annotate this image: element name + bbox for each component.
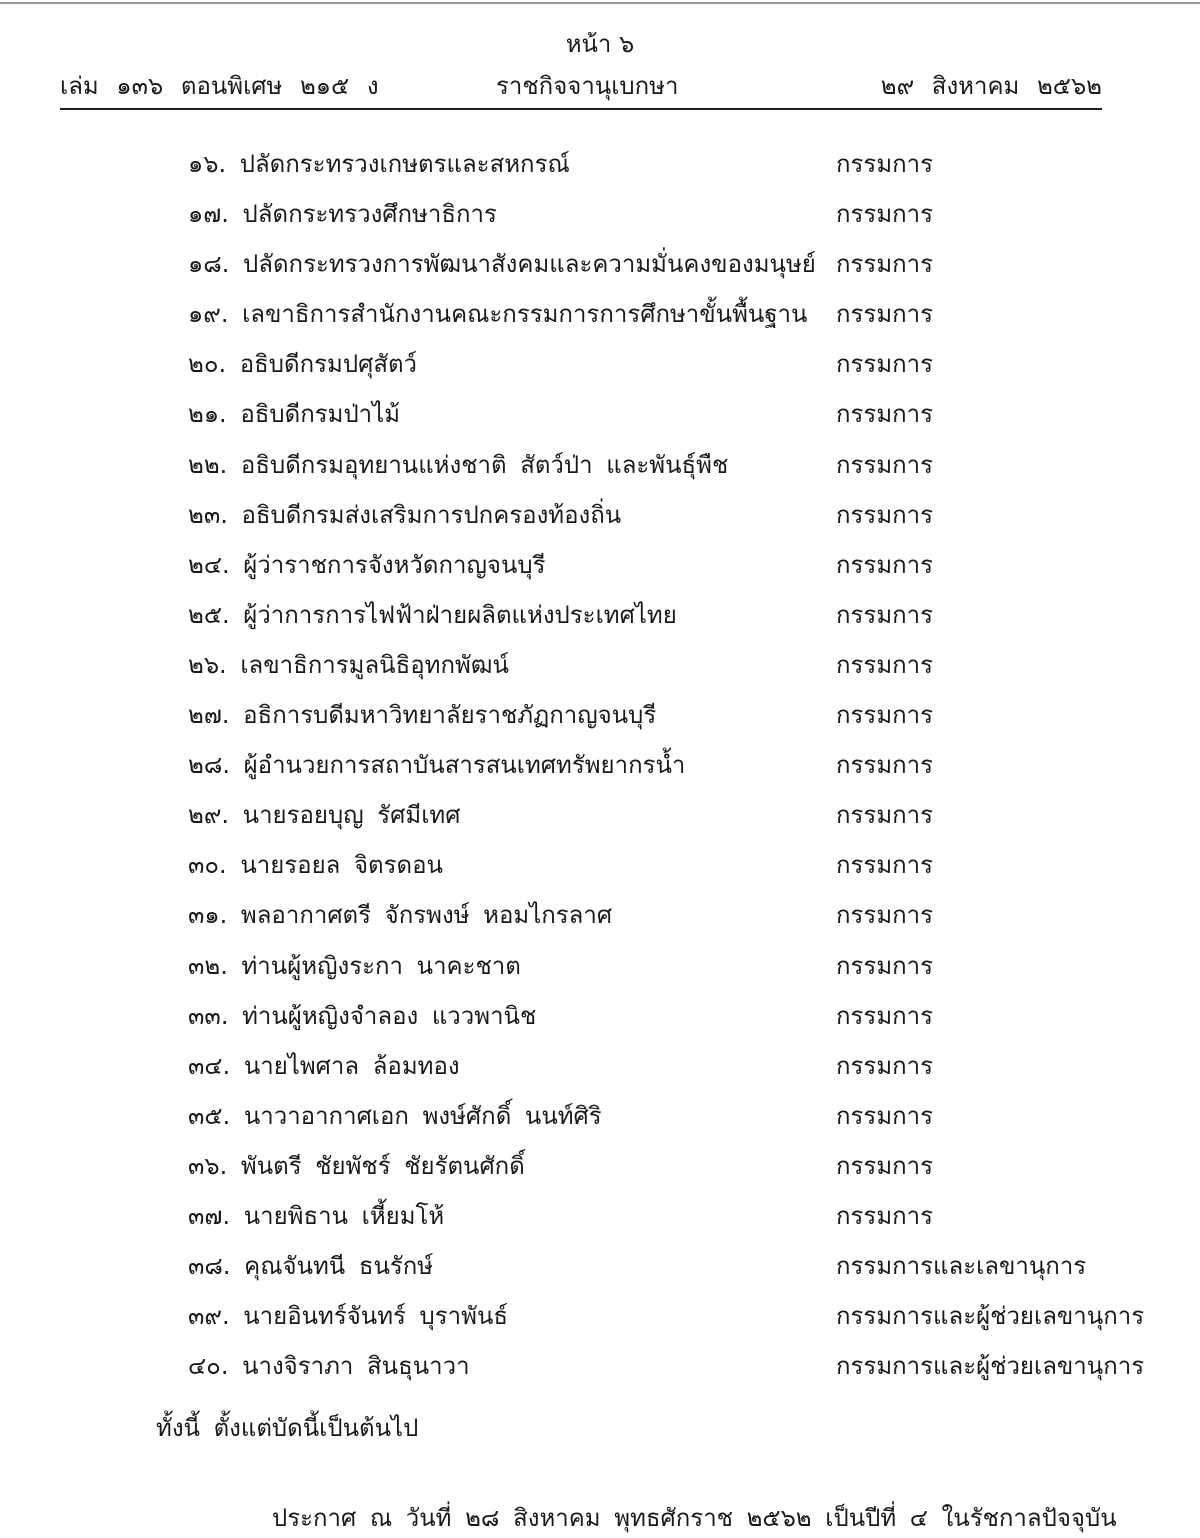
- member-name: ๒๙. นายรอยบุญ รัศมีเทศ: [188, 801, 461, 830]
- member-name: ๓๒. ท่านผู้หญิงระกา นาคะชาต: [188, 951, 521, 980]
- member-role: กรรมการ: [836, 450, 934, 479]
- member-name: ๓๔. นายไพศาล ล้อมทอง: [188, 1051, 460, 1080]
- member-name: ๒๖. เลขาธิการมูลนิธิอุทกพัฒน์: [188, 650, 509, 679]
- list-item: [0, 493, 1200, 543]
- list-item: [0, 1094, 1200, 1144]
- member-name: ๑๗. ปลัดกระทรวงศึกษาธิการ: [188, 200, 497, 229]
- member-role: กรรมการและผู้ช่วยเลขานุการ: [836, 1302, 1145, 1331]
- member-name: ๓๓. ท่านผู้หญิงจำลอง แววพานิช: [188, 1001, 537, 1030]
- member-role: กรรมการ: [836, 550, 934, 579]
- member-role: กรรมการ: [836, 300, 934, 329]
- member-role: กรรมการ: [836, 250, 934, 279]
- member-name: ๓๖. พันตรี ชัยพัชร์ ชัยรัตนศักดิ์: [188, 1151, 525, 1180]
- header-divider: [60, 108, 1102, 110]
- top-border: [0, 2, 1200, 4]
- list-item: [0, 994, 1200, 1044]
- member-name: ๓๑. พลอากาศตรี จักรพงษ์ หอมไกรลาศ: [188, 901, 613, 930]
- list-item: [0, 693, 1200, 743]
- list-item: [0, 342, 1200, 392]
- list-item: [0, 643, 1200, 693]
- volume-issue: เล่ม ๑๓๖ ตอนพิเศษ ๒๑๕ ง: [60, 72, 379, 100]
- committee-member-list: [0, 142, 1200, 1394]
- effective-clause: ทั้งนี้ ตั้งแต่บัดนี้เป็นต้นไป: [156, 1414, 419, 1442]
- member-role: กรรมการ: [836, 200, 934, 229]
- member-name: ๒๕. ผู้ว่าการการไฟฟ้าฝ่ายผลิตแห่งประเทศไทย: [188, 600, 677, 629]
- member-role: กรรมการ: [836, 150, 934, 178]
- member-name: ๒๒. อธิบดีกรมอุทยานแห่งชาติ สัตว์ป่า และพันธุ์พืช: [188, 450, 729, 479]
- member-name: ๔๐. นางจิราภา สินธุนาวา: [188, 1352, 470, 1381]
- member-role: กรรมการ: [836, 500, 934, 529]
- list-item: [0, 292, 1200, 342]
- list-item: [0, 543, 1200, 593]
- member-role: กรรมการ: [836, 1051, 934, 1080]
- member-role: กรรมการ: [836, 1201, 934, 1230]
- list-item: [0, 142, 1200, 192]
- list-item: [0, 1144, 1200, 1194]
- list-item: [0, 1244, 1200, 1294]
- list-item: [0, 1344, 1200, 1394]
- member-role: กรรมการ: [836, 901, 934, 930]
- member-name: ๒๗. อธิการบดีมหาวิทยาลัยราชภัฏกาญจนบุรี: [188, 701, 657, 730]
- page-number: หน้า ๖: [565, 30, 635, 58]
- member-role: กรรมการ: [836, 751, 934, 780]
- member-role: กรรมการ: [836, 1001, 934, 1030]
- member-role: กรรมการและเลขานุการ: [836, 1252, 1087, 1281]
- member-name: ๒๐. อธิบดีกรมปศุสัตว์: [188, 350, 418, 379]
- member-name: ๒๓. อธิบดีกรมส่งเสริมการปกครองท้องถิ่น: [188, 500, 622, 529]
- member-name: ๑๘. ปลัดกระทรวงการพัฒนาสังคมและความมั่นคงของมนุษย์: [188, 250, 816, 279]
- list-item: [0, 192, 1200, 242]
- member-role: กรรมการ: [836, 650, 934, 679]
- member-name: ๓๙. นายอินทร์จันทร์ บุราพันธ์: [188, 1302, 509, 1331]
- member-name: ๓๗. นายพิธาน เหี้ยมโห้: [188, 1201, 445, 1230]
- list-item: [0, 443, 1200, 493]
- member-role: กรรมการ: [836, 801, 934, 830]
- member-role: กรรมการ: [836, 600, 934, 629]
- member-role: กรรมการ: [836, 1101, 934, 1130]
- list-item: [0, 593, 1200, 643]
- member-role: กรรมการ: [836, 1151, 934, 1180]
- member-name: ๑๖. ปลัดกระทรวงเกษตรและสหกรณ์: [188, 150, 570, 178]
- list-item: [0, 1044, 1200, 1094]
- member-name: ๒๔. ผู้ว่าราชการจังหวัดกาญจนบุรี: [188, 550, 546, 579]
- list-item: [0, 743, 1200, 793]
- list-item: [0, 392, 1200, 442]
- member-role: กรรมการ: [836, 951, 934, 980]
- list-item: [0, 1194, 1200, 1244]
- member-role: กรรมการและผู้ช่วยเลขานุการ: [836, 1352, 1145, 1381]
- proclamation-date-line: ประกาศ ณ วันที่ ๒๘ สิงหาคม พุทธศักราช ๒๕๖๒ เป็นปีที่ ๔ ในรัชกาลปัจจุบัน: [272, 1504, 1117, 1532]
- member-role: กรรมการ: [836, 400, 934, 429]
- member-name: ๓๘. คุณจันทนี ธนรักษ์: [188, 1252, 434, 1281]
- member-name: ๓๕. นาวาอากาศเอก พงษ์ศักดิ์ นนท์ศิริ: [188, 1101, 602, 1130]
- member-name: ๑๙. เลขาธิการสำนักงานคณะกรรมการการศึกษาขั้นพื้นฐาน: [188, 300, 808, 329]
- publication-date: ๒๙ สิงหาคม ๒๕๖๒: [880, 72, 1102, 100]
- list-item: [0, 242, 1200, 292]
- publication-title: ราชกิจจานุเบกษา: [496, 72, 679, 100]
- member-name: ๒๑. อธิบดีกรมป่าไม้: [188, 400, 401, 429]
- gazette-header: [60, 69, 1102, 103]
- member-name: ๓๐. นายรอยล จิตรดอน: [188, 851, 443, 880]
- list-item: [0, 793, 1200, 843]
- list-item: [0, 893, 1200, 943]
- list-item: [0, 944, 1200, 994]
- member-role: กรรมการ: [836, 851, 934, 880]
- list-item: [0, 843, 1200, 893]
- list-item: [0, 1294, 1200, 1344]
- member-role: กรรมการ: [836, 350, 934, 379]
- member-name: ๒๘. ผู้อำนวยการสถาบันสารสนเทศทรัพยากรน้ำ: [188, 751, 686, 780]
- member-role: กรรมการ: [836, 701, 934, 730]
